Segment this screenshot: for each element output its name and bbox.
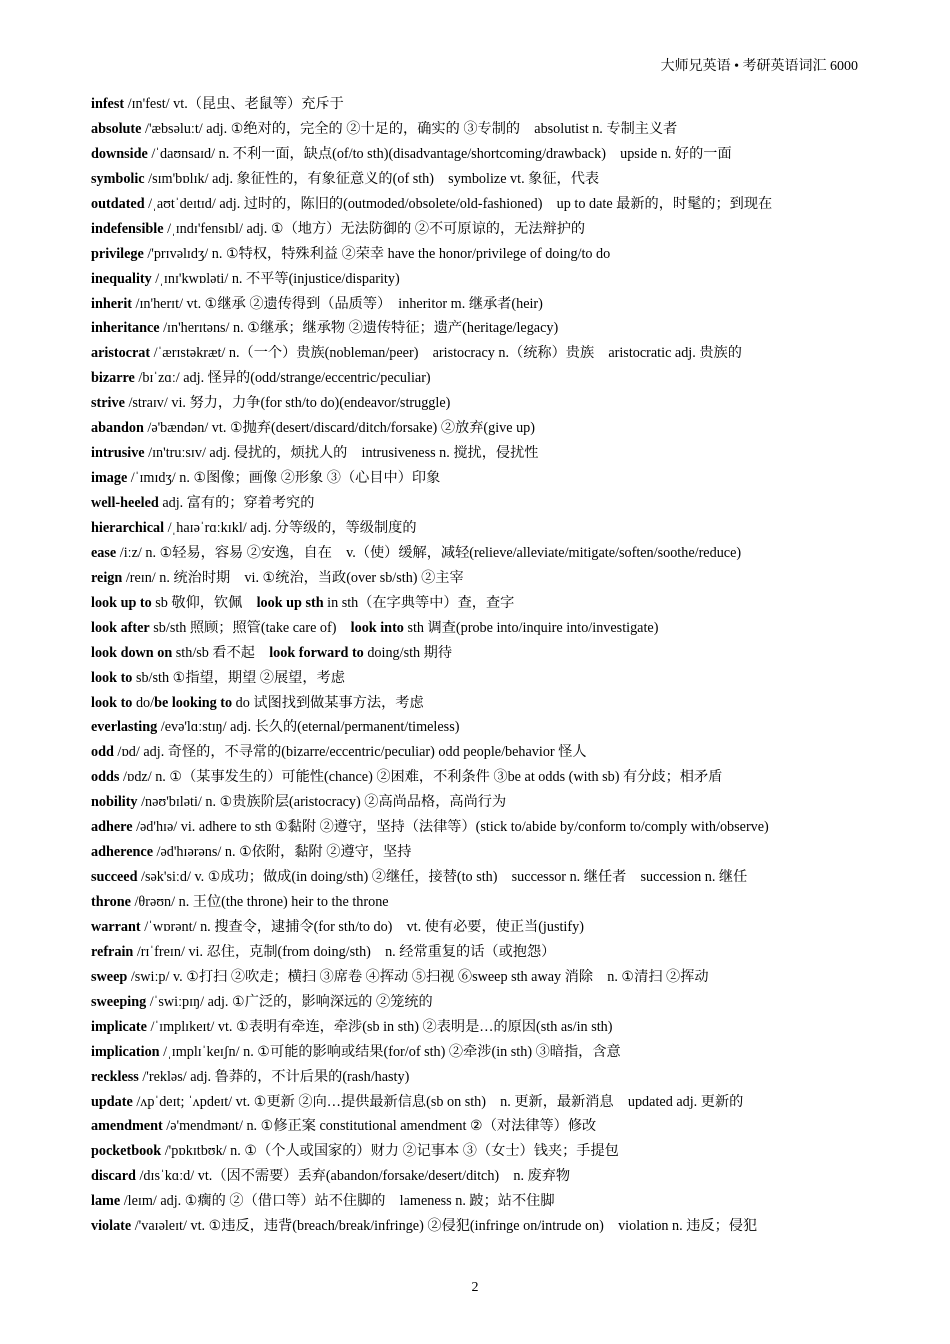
- definition-text: /θrəʊn/ n. 王位(the throne) heir to the throne: [130, 894, 389, 910]
- vocab-entry: [91, 1040, 870, 1065]
- page-header: 大师兄英语 • 考研英语词汇 6000: [660, 59, 858, 74]
- headword: discard: [91, 1168, 136, 1185]
- headword: privilege: [91, 245, 144, 262]
- definition-text: /ɪn'fest/ vt.（昆虫、老鼠等）充斥于: [124, 96, 344, 112]
- vocab-entry: [91, 691, 870, 716]
- definition-text: /ɪn'herɪtəns/ n. ①继承；继承物 ②遗传特征；遗产(heritage/legacy): [159, 320, 559, 337]
- vocab-entry: [91, 1164, 870, 1189]
- headword: bizarre: [91, 370, 135, 387]
- definition-text: /dɪsˈkɑːd/ vt.（因不需要）丢弃(abandon/forsake/desert/ditch) n. 废弃物: [135, 1168, 571, 1185]
- definition-text: /əd'hɪə/ vi. adhere to sth ①黏附 ②遵守，坚持（法律等）(stick to/abide by/conform to/comply with/observe): [132, 819, 769, 836]
- headword: warrant: [91, 918, 141, 935]
- vocabulary-list: [91, 92, 870, 1239]
- headword: everlasting: [91, 719, 158, 736]
- definition-text: /ɪn'herɪt/ vt. ①继承 ②遗传得到（品质等） inheritor m. 继承者(heir): [131, 295, 543, 312]
- vocab-entry: [91, 641, 870, 666]
- vocab-entry: [91, 1189, 870, 1214]
- vocab-entry: [91, 616, 870, 641]
- definition-text: sth/sb 看不起: [172, 644, 270, 661]
- headword: amendment: [91, 1118, 163, 1135]
- headword: look up sth: [256, 594, 324, 611]
- vocab-entry: [91, 366, 870, 391]
- headword: outdated: [91, 195, 145, 212]
- headword: inheritance: [91, 320, 160, 337]
- definition-text: in sth（在字典等中）查，查字: [323, 594, 515, 611]
- definition-text: sth 调查(probe into/inquire into/investigate): [403, 619, 659, 636]
- vocab-entry: [91, 391, 870, 416]
- definition-text: /'pɒkɪtbʊk/ n. ①（个人或国家的）财力 ②记事本 ③（女士）钱夹；手提包: [161, 1143, 619, 1160]
- definition-text: /ə'mendmənt/ n. ①修正案 constitutional amendment ②（对法律等）修改: [162, 1118, 597, 1135]
- headword: absolute: [91, 120, 142, 137]
- definition-text: /sɪm'bɒlɪk/ adj. 象征性的，有象征意义的(of sth) symbolize vt. 象征，代表: [144, 170, 600, 187]
- definition-text: /'rekləs/ adj. 鲁莽的，不计后果的(rash/hasty): [138, 1068, 410, 1085]
- vocab-entry: [91, 192, 870, 217]
- vocab-entry: [91, 740, 870, 765]
- vocab-entry: [91, 466, 870, 491]
- headword: ease: [91, 544, 117, 561]
- headword: odd: [91, 744, 114, 761]
- vocab-entry: [91, 142, 870, 167]
- headword: strive: [91, 395, 125, 412]
- headword: look down on: [91, 644, 173, 661]
- headword: look to: [91, 694, 133, 711]
- definition-text: /straɪv/ vi. 努力，力争(for sth/to do)(endeavor/struggle): [124, 395, 451, 412]
- vocab-entry: [91, 790, 870, 815]
- headword: succeed: [91, 869, 138, 886]
- headword: adhere: [91, 819, 133, 836]
- definition-text: /ˌaʊtˈdeɪtɪd/ adj. 过时的，陈旧的(outmoded/obsolete/old-fashioned) up to date 最新的，时髦的；到现在: [144, 195, 773, 212]
- definition-text: /'vaɪəleɪt/ vt. ①违反，违背(breach/break/infringe) ②侵犯(infringe on/intrude on) violation n. 违反；侵犯: [131, 1218, 758, 1235]
- definition-text: /ˈɪmplɪkeɪt/ vt. ①表明有牵连，牵涉(sb in sth) ②表明是…的原因(sth as/in sth): [146, 1018, 613, 1035]
- vocab-entry: [91, 316, 870, 341]
- definition-text: /rɪˈfreɪn/ vi. 忍住，克制(from doing/sth) n. 经常重复的话（或抱怨）: [133, 943, 556, 960]
- headword: inequality: [91, 270, 152, 287]
- page-number: 2: [471, 1280, 479, 1295]
- definition-text: /nəʊ'bɪləti/ n. ①贵族阶层(aristocracy) ②高尚品格，高尚行为: [137, 794, 507, 811]
- headword: violate: [91, 1218, 132, 1235]
- vocab-entry: [91, 591, 870, 616]
- vocab-entry: [91, 965, 870, 990]
- headword: be looking to: [154, 694, 233, 711]
- vocab-entry: [91, 491, 870, 516]
- vocab-entry: [91, 990, 870, 1015]
- definition-text: /ˌhaɪəˈrɑːkɪkl/ adj. 分等级的，等级制度的: [164, 519, 417, 536]
- definition-text: /ˌɪndɪ'fensɪbl/ adj. ①（地方）无法防御的 ②不可原谅的，无法辩护的: [163, 220, 586, 237]
- vocab-entry: [91, 566, 870, 591]
- definition-text: /bɪˈzɑː/ adj. 怪异的(odd/strange/eccentric/peculiar): [134, 370, 431, 387]
- headword: odds: [91, 769, 120, 786]
- definition-text: /ˈdaʊnsaɪd/ n. 不利一面，缺点(of/to sth)(disadvantage/shortcoming/drawback) upside n. 好的一面: [147, 145, 732, 162]
- definition-text: do 试图找到做某事方法，考虑: [232, 694, 424, 711]
- definition-text: /ɪn'truːsɪv/ adj. 侵扰的，烦扰人的 intrusiveness n. 搅扰，侵扰性: [144, 445, 539, 462]
- definition-text: /ə'bændən/ vt. ①抛弃(desert/discard/ditch/forsake) ②放弃(give up): [143, 420, 535, 437]
- vocab-entry: [91, 1090, 870, 1115]
- vocab-entry: [91, 1139, 870, 1164]
- definition-text: /iːz/ n. ①轻易，容易 ②安逸，自在 v.（使）缓解，减轻(relieve/alleviate/mitigate/soften/soothe/reduce): [116, 544, 742, 561]
- definition-text: /ʌpˈdeɪt; ˈʌpdeɪt/ vt. ①更新 ②向…提供最新信息(sb on sth) n. 更新，最新消息 updated adj. 更新的: [132, 1093, 744, 1110]
- headword: update: [91, 1093, 133, 1110]
- headword: look into: [350, 619, 404, 636]
- vocab-entry: [91, 1015, 870, 1040]
- headword: downside: [91, 145, 148, 162]
- vocab-entry: [91, 167, 870, 192]
- definition-text: /ˌɪmplɪˈkeɪʃn/ n. ①可能的影响或结果(for/of sth) ②牵涉(in sth) ③暗指，含意: [159, 1043, 621, 1060]
- definition-text: /ˌɪnɪ'kwɒləti/ n. 不平等(injustice/disparity): [151, 270, 400, 287]
- headword: symbolic: [91, 170, 145, 187]
- headword: implicate: [91, 1018, 147, 1035]
- vocab-entry: [91, 666, 870, 691]
- definition-text: /əd'hɪərəns/ n. ①依附，黏附 ②遵守，坚持: [153, 844, 412, 861]
- headword: well-heeled: [91, 495, 159, 511]
- definition-text: doing/sth 期待: [363, 644, 453, 661]
- vocab-entry: [91, 441, 870, 466]
- definition-text: /ˈɪmɪdʒ/ n. ①图像；画像 ②形象 ③（心目中）印象: [127, 470, 441, 487]
- vocab-entry: [91, 541, 870, 566]
- definition-text: /ɒd/ adj. 奇怪的，不寻常的(bizarre/eccentric/peculiar) odd people/behavior 怪人: [113, 744, 587, 761]
- definition-text: /ˈwɒrənt/ n. 搜查令，逮捕令(for sth/to do) vt. 使有必要，使正当(justify): [140, 918, 584, 935]
- headword: inherit: [91, 295, 132, 312]
- headword: pocketbook: [91, 1143, 162, 1160]
- vocab-entry: [91, 840, 870, 865]
- headword: aristocrat: [91, 345, 151, 362]
- headword: hierarchical: [91, 519, 165, 536]
- vocab-entry: [91, 416, 870, 441]
- headword: look to: [91, 669, 133, 686]
- vocab-entry: [91, 815, 870, 840]
- headword: look after: [91, 619, 150, 636]
- headword: implication: [91, 1043, 160, 1060]
- vocab-entry: [91, 267, 870, 292]
- headword: nobility: [91, 794, 138, 811]
- definition-text: adj. 富有的；穿着考究的: [158, 495, 315, 511]
- vocab-entry: [91, 242, 870, 267]
- headword: indefensible: [91, 220, 164, 237]
- definition-text: do/: [132, 694, 155, 711]
- vocab-entry: [91, 765, 870, 790]
- definition-text: /ˈærɪstəkræt/ n.（一个）贵族(nobleman/peer) aristocracy n.（统称）贵族 aristocratic adj. 贵族的: [150, 345, 742, 362]
- headword: reckless: [91, 1068, 139, 1085]
- vocab-entry: [91, 1214, 870, 1239]
- vocab-entry: [91, 1065, 870, 1090]
- headword: throne: [91, 894, 131, 910]
- definition-text: sb/sth ①指望，期望 ②展望，考虑: [132, 669, 345, 686]
- vocab-entry: [91, 516, 870, 541]
- definition-text: /sək'siːd/ v. ①成功；做成(in doing/sth) ②继任，接替(to sth) successor n. 继任者 succession n. 继任: [137, 869, 748, 886]
- definition-text: /'æbsəluːt/ adj. ①绝对的，完全的 ②十足的，确实的 ③专制的 absolutist n. 专制主义者: [141, 120, 678, 137]
- vocab-entry: [91, 117, 870, 142]
- definition-text: sb/sth 照顾；照管(take care of): [149, 619, 351, 636]
- headword: sweeping: [91, 993, 147, 1010]
- definition-text: /swiːp/ v. ①打扫 ②吹走；横扫 ③席卷 ④挥动 ⑤扫视 ⑥sweep sth away 消除 n. ①清扫 ②挥动: [127, 968, 709, 985]
- headword: abandon: [91, 420, 144, 437]
- definition-text: /ɒdz/ n. ①（某事发生的）可能性(chance) ②困难，不利条件 ③be at odds (with sb) 有分歧；相矛盾: [119, 769, 723, 786]
- headword: intrusive: [91, 445, 145, 462]
- definition-text: /evə'lɑːstɪŋ/ adj. 长久的(eternal/permanent/timeless): [157, 719, 460, 736]
- vocab-entry: [91, 217, 870, 242]
- vocab-entry: [91, 915, 870, 940]
- headword: image: [91, 470, 128, 487]
- headword: look up to: [91, 594, 152, 611]
- vocab-entry: [91, 715, 870, 740]
- headword: look forward to: [269, 644, 364, 661]
- vocab-entry: [91, 92, 870, 117]
- headword: reign: [91, 569, 123, 586]
- definition-text: /leɪm/ adj. ①瘸的 ②（借口等）站不住脚的 lameness n. 跛；站不住脚: [120, 1193, 555, 1210]
- headword: lame: [91, 1193, 121, 1210]
- vocab-entry: [91, 890, 870, 915]
- headword: refrain: [91, 943, 134, 960]
- definition-text: /ˈswiːpɪŋ/ adj. ①广泛的，影响深远的 ②笼统的: [146, 993, 433, 1010]
- headword: adherence: [91, 844, 153, 861]
- vocab-entry: [91, 940, 870, 965]
- vocab-entry: [91, 292, 870, 317]
- vocab-entry: [91, 1114, 870, 1139]
- definition-text: sb 敬仰，钦佩: [151, 594, 257, 611]
- headword: sweep: [91, 968, 128, 985]
- vocab-entry: [91, 865, 870, 890]
- vocab-entry: [91, 341, 870, 366]
- definition-text: /reɪn/ n. 统治时期 vi. ①统治，当政(over sb/sth) ②主宰: [122, 569, 464, 586]
- definition-text: /'prɪvəlɪdʒ/ n. ①特权，特殊利益 ②荣幸 have the honor/privilege of doing/to do: [143, 245, 611, 262]
- headword: infest: [91, 96, 125, 112]
